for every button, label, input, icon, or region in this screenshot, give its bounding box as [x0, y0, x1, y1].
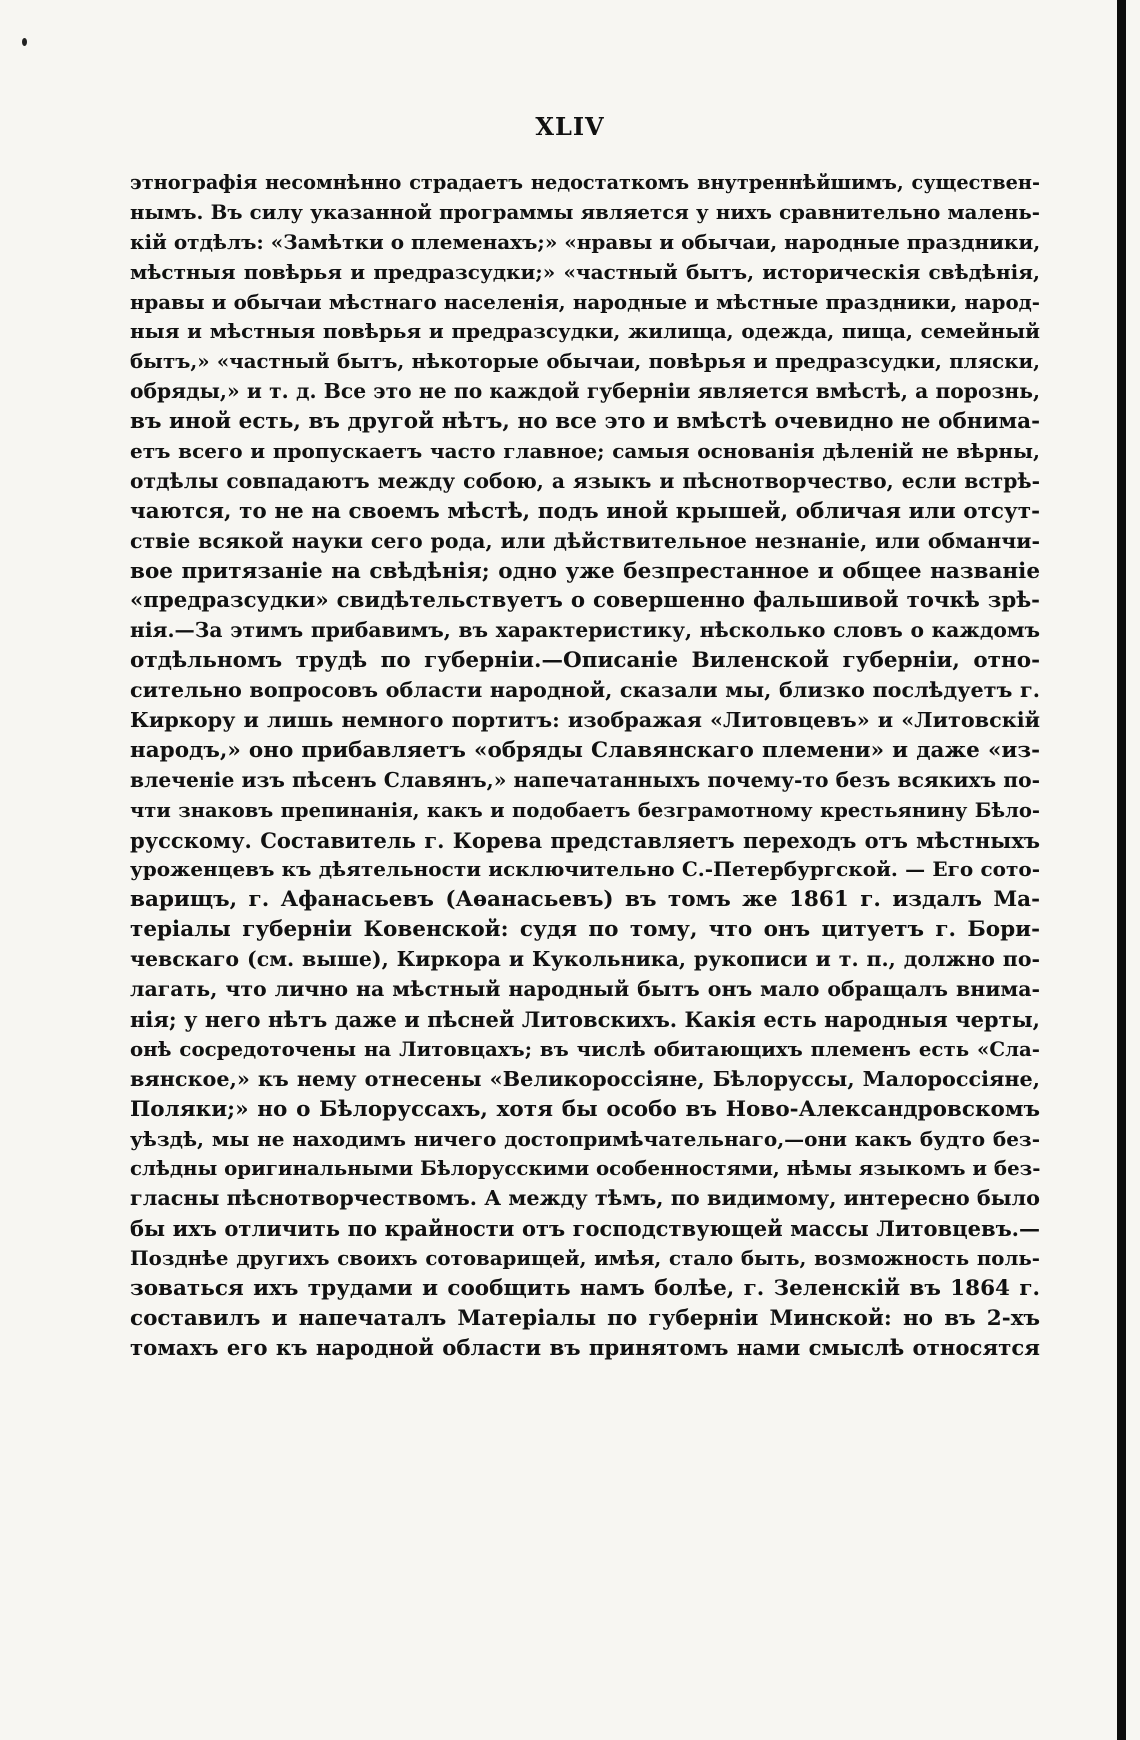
text-line: нія.—За этимъ прибавимъ, въ характеристику, нѣсколько словъ о каждомъ: [130, 618, 1040, 643]
text-line: «предразсудки» свидѣтельствуетъ о совершенно фальшивой точкѣ зрѣ-: [130, 588, 1040, 614]
text-line: нравы и обычаи мѣстнаго населенія, народные и мѣстные праздники, народ-: [130, 289, 1040, 314]
text-line: бытъ,» «частный бытъ, нѣкоторые обычаи, повѣрья и предразсудки, пляски,: [130, 349, 1040, 374]
body-text: [130, 168, 1040, 1364]
text-line: составилъ и напечаталъ Матеріалы по губерніи Минской: но въ 2-хъ: [130, 1305, 1040, 1331]
text-line: этнографія несомнѣнно страдаетъ недостаткомъ внутреннѣйшимъ, существен-: [130, 171, 1040, 194]
text-line: отдѣлы совпадаютъ между собою, а языкъ и пѣснотворчество, если встрѣ-: [130, 468, 1040, 493]
text-line: слѣдны оригинальными Бѣлорусскими особенностями, нѣмы языкомъ и без-: [130, 1156, 1040, 1181]
text-line: етъ всего и пропускаетъ часто главное; самыя основанія дѣленій не вѣрны,: [130, 439, 1040, 464]
text-line: нымъ. Въ силу указанной программы является у нихъ сравнительно малень-: [130, 199, 1040, 224]
text-line: вянское,» къ нему отнесены «Великороссіяне, Бѣлоруссы, Малороссіяне,: [130, 1066, 1040, 1091]
text-line: теріалы губерніи Ковенской: судя по тому, что онъ цитуетъ г. Бори-: [130, 917, 1040, 943]
text-line: мѣстныя повѣрья и предразсудки;» «частный бытъ, историческія свѣдѣнія,: [130, 259, 1040, 284]
text-line: ныя и мѣстныя повѣрья и предразсудки, жилища, одежда, пища, семейный: [130, 319, 1040, 344]
text-line: лагать, что лично на мѣстный народный бытъ онъ мало обращалъ внима-: [130, 977, 1040, 1002]
text-line: обряды,» и т. д. Все это не по каждой губерніи является вмѣстѣ, а порознь,: [130, 379, 1040, 404]
text-line: ствіе всякой науки сего рода, или дѣйствительное незнаніе, или обманчи-: [130, 528, 1040, 553]
text-line: сительно вопросовъ области народной, сказали мы, близко послѣдуетъ г.: [130, 678, 1040, 703]
text-line: нія; у него нѣтъ даже и пѣсней Литовскихъ. Какія есть народныя черты,: [130, 1006, 1040, 1032]
text-line: кій отдѣлъ: «Замѣтки о племенахъ;» «нравы и обычаи, народные праздники,: [130, 229, 1040, 254]
scan-speck: [22, 38, 27, 46]
text-line: чаются, то не на своемъ мѣстѣ, подъ иной крышей, обличая или отсут-: [130, 498, 1040, 524]
text-line: бы ихъ отличить по крайности отъ господствующей массы Литовцевъ.—: [130, 1216, 1040, 1242]
text-line: отдѣльномъ трудѣ по губерніи.—Описаніе Виленской губерніи, отно-: [130, 648, 1040, 674]
text-line: уроженцевъ къ дѣятельности исключительно С.-Петербургской. — Его сото-: [130, 857, 1040, 882]
text-line: онѣ сосредоточены на Литовцахъ; въ числѣ обитающихъ племенъ есть «Сла-: [130, 1036, 1040, 1061]
text-line: вое притязаніе на свѣдѣнія; одно уже безпрестанное и общее названіе: [130, 558, 1040, 584]
text-line: чти знаковъ препинанія, какъ и подобаетъ безграмотному крестьянину Бѣло-: [130, 798, 1040, 822]
text-line: въ иной есть, въ другой нѣтъ, но все это и вмѣстѣ очевидно не обнима-: [130, 409, 1040, 435]
scan-edge-border: [1117, 0, 1126, 1740]
text-line: чевскаго (см. выше), Киркора и Кукольника, рукописи и т. п., должно по-: [130, 947, 1040, 972]
text-line: народъ,» оно прибавляетъ «обряды Славянскаго племени» и даже «из-: [130, 737, 1040, 763]
text-line: Позднѣе другихъ своихъ сотоварищей, имѣя, стало быть, возможность поль-: [130, 1246, 1040, 1271]
text-line: уѣздѣ, мы не находимъ ничего достопримѣчательнаго,—они какъ будто без-: [130, 1126, 1040, 1151]
text-line: Поляки;» но о Бѣлоруссахъ, хотя бы особо въ Ново-Александровскомъ: [130, 1096, 1040, 1122]
text-line: гласны пѣснотворчествомъ. А между тѣмъ, по видимому, интересно было: [130, 1186, 1040, 1211]
text-line: Киркору и лишь немного портитъ: изображая «Литовцевъ» и «Литовскій: [130, 708, 1040, 733]
text-line: русскому. Составитель г. Корева представляетъ переходъ отъ мѣстныхъ: [130, 827, 1040, 853]
text-line: варищъ, г. Афанасьевъ (Аѳанасьевъ) въ томъ же 1861 г. издалъ Ма-: [130, 887, 1040, 913]
text-line: томахъ его къ народной области въ принятомъ нами смыслѣ относятся: [130, 1335, 1040, 1361]
page-number: XLIV: [535, 112, 605, 141]
text-line: влеченіе изъ пѣсенъ Славянъ,» напечатанныхъ почему-то безъ всякихъ по-: [130, 767, 1040, 792]
text-line: зоваться ихъ трудами и сообщить намъ болѣе, г. Зеленскій въ 1864 г.: [130, 1275, 1040, 1301]
